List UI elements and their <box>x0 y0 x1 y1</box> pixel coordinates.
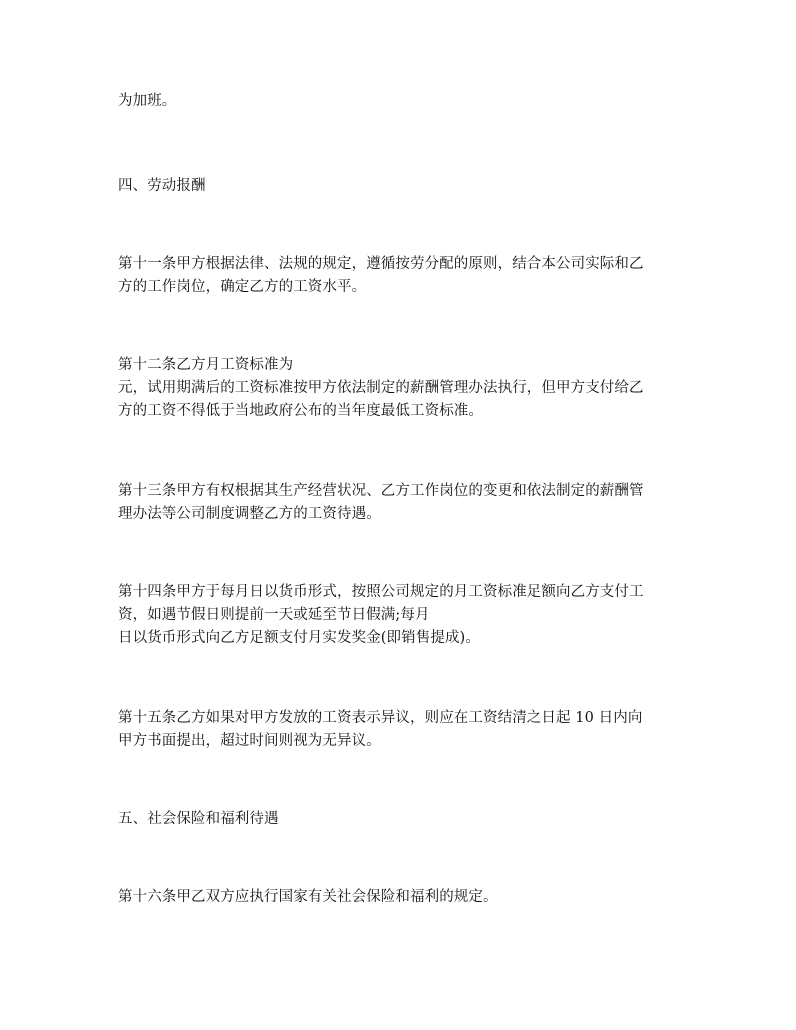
article-13-line-1: 第十三条甲方有权根据其生产经营状况、乙方工作岗位的变更和依法制定的薪酬管 <box>118 483 644 499</box>
article-14-line-2: 资，如遇节假日则提前一天或延至节日假满;每月 <box>118 607 430 623</box>
article-15-line-2: 甲方书面提出，超过时间则视为无异议。 <box>118 733 381 749</box>
article-14-line-3: 日以货币形式向乙方足额支付月实发奖金(即销售提成)。 <box>118 630 480 646</box>
article-12-line-1: 第十二条乙方月工资标准为 <box>118 357 294 373</box>
article-13-line-2: 理办法等公司制度调整乙方的工资待遇。 <box>118 506 381 522</box>
section-heading-labor-remuneration: 四、劳动报酬 <box>118 178 206 194</box>
section-heading-social-insurance: 五、社会保险和福利待遇 <box>118 811 279 827</box>
article-15-line-1: 第十五条乙方如果对甲方发放的工资表示异议，则应在工资结清之日起 10 日内向 <box>118 710 643 726</box>
article-11-line-1: 第十一条甲方根据法律、法规的规定，遵循按劳分配的原则，结合本公司实际和乙 <box>118 256 644 272</box>
article-16-line-1: 第十六条甲乙双方应执行国家有关社会保险和福利的规定。 <box>118 889 498 905</box>
article-12-line-2: 元，试用期满后的工资标准按甲方依法制定的薪酬管理办法执行，但甲方支付给乙 <box>118 380 644 396</box>
paragraph-overtime-tail: 为加班。 <box>118 93 177 109</box>
article-11-line-2: 方的工作岗位，确定乙方的工资水平。 <box>118 279 367 295</box>
article-12-line-3: 方的工资不得低于当地政府公布的当年度最低工资标准。 <box>118 403 483 419</box>
article-14-line-1: 第十四条甲方于每月日以货币形式，按照公司规定的月工资标准足额向乙方支付工 <box>118 584 644 600</box>
